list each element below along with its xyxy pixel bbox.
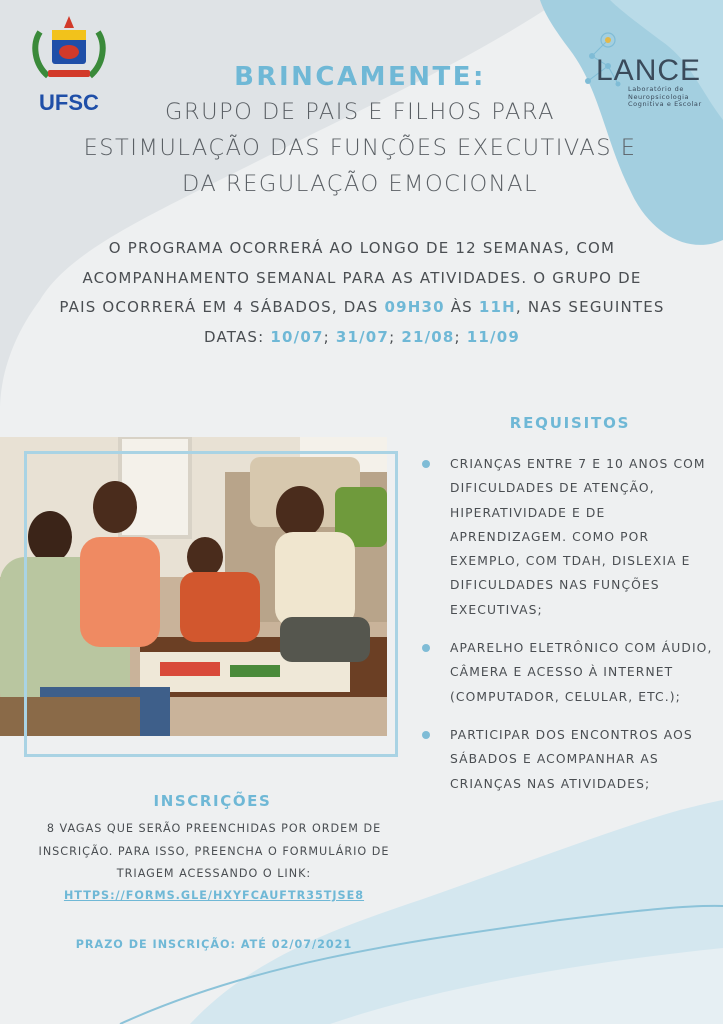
requirements-heading: REQUISITOS bbox=[509, 414, 631, 432]
title-line: DA REGULAÇÃO EMOCIONAL bbox=[182, 171, 538, 197]
description-line: ACOMPANHAMENTO SEMANAL PARA AS ATIVIDADES. O GRUPO DE bbox=[82, 268, 642, 287]
title-subtitle bbox=[60, 94, 660, 202]
title-main: BRINCAMENTE: bbox=[234, 62, 486, 92]
requirement-item: CRIANÇAS ENTRE 7 E 10 ANOS COM DIFICULDADES DE ATENÇÃO, HIPERATIVIDADE E DE APRENDIZAGEM. COMO POR EXEMPLO, COM TDAH, DISLEXIA E DIFICULDADES NAS FUNÇÕES EXECUTIVAS; bbox=[420, 452, 716, 622]
photo-frame bbox=[24, 451, 398, 757]
registration-text: 8 VAGAS QUE SERÃO PREENCHIDAS POR ORDEM DE INSCRIÇÃO. PARA ISSO, PREENCHA O FORMULÁRIO DE TRIAGEM ACESSANDO O LINK: bbox=[38, 822, 390, 880]
registration-deadline: PRAZO DE INSCRIÇÃO: ATÉ 02/07/2021 bbox=[75, 938, 353, 951]
title-line: ESTIMULAÇÃO DAS FUNÇÕES EXECUTIVAS E bbox=[83, 135, 637, 161]
registration-heading: INSCRIÇÕES bbox=[153, 792, 272, 810]
registration-link[interactable]: HTTPS://FORMS.GLE/HXYFCAUFTR35TJSE8 bbox=[63, 889, 365, 902]
requirement-item: PARTICIPAR DOS ENCONTROS AOS SÁBADOS E ACOMPANHAR AS CRIANÇAS NAS ATIVIDADES; bbox=[420, 723, 716, 796]
date: 10/07 bbox=[270, 327, 324, 346]
time-start: 09H30 bbox=[384, 298, 445, 316]
bullet-icon bbox=[422, 731, 430, 739]
lance-wordmark: LANCE bbox=[596, 54, 702, 87]
bullet-icon bbox=[422, 644, 430, 652]
date: 31/07 bbox=[335, 327, 390, 346]
program-description bbox=[48, 234, 676, 352]
time-end: 11H bbox=[478, 298, 516, 316]
bullet-icon bbox=[422, 460, 430, 468]
date: 11/09 bbox=[466, 327, 521, 346]
dates-line: DATAS: 10/07; 31/07; 21/08; 11/09 bbox=[203, 327, 521, 346]
requirements-list bbox=[420, 452, 716, 810]
title-line: GRUPO DE PAIS E FILHOS PARA bbox=[165, 99, 555, 125]
description-line: O PROGRAMA OCORRERÁ AO LONGO DE 12 SEMANAS, COM bbox=[108, 239, 616, 257]
ufsc-wordmark: UFSC bbox=[39, 90, 99, 115]
lance-subtitle: Laboratório de Neuropsicologia Cognitiva e Escolar bbox=[628, 85, 702, 108]
date: 21/08 bbox=[401, 327, 455, 346]
requirement-item: APARELHO ELETRÔNICO COM ÁUDIO, CÂMERA E ACESSO À INTERNET (COMPUTADOR, CELULAR, ETC.); bbox=[420, 636, 716, 709]
description-line: PAIS OCORRERÁ EM 4 SÁBADOS, DAS 09H30 ÀS 11H, NAS SEGUINTES bbox=[59, 298, 665, 316]
flyer-title bbox=[60, 62, 660, 202]
